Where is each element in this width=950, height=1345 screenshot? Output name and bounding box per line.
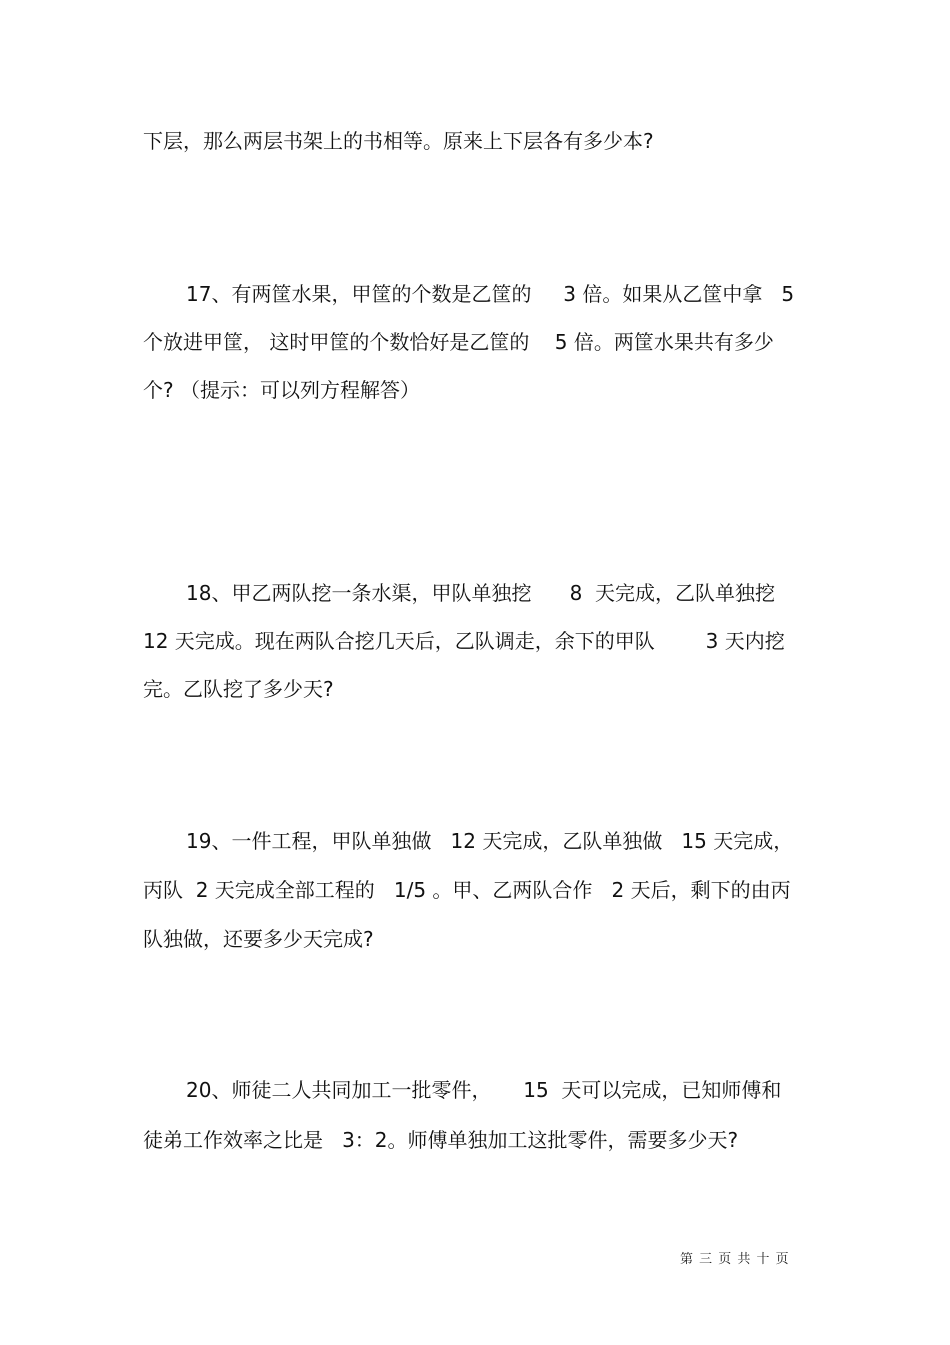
problem-19-line-1: 19、一件工程，甲队单独做 12 天完成，乙队单独做 15 天完成， [186, 829, 794, 853]
problem-19-line-2: 丙队 2 天完成全部工程的 1/5 。甲、乙两队合作 2 天后，剩下的由丙 [143, 878, 791, 902]
problem-20-line-2: 徒弟工作效率之比是 3：2。师傅单独加工这批零件，需要多少天? [143, 1128, 739, 1152]
problem-20-line-1: 20、师徒二人共同加工一批零件， 15 天可以完成，已知师傅和 [186, 1078, 782, 1102]
page-number-footer: 第 三 页 共 十 页 [680, 1252, 790, 1267]
problem-18-line-2: 12 天完成。现在两队合挖几天后，乙队调走，余下的甲队 3 天内挖 [143, 629, 785, 653]
problem-17-line-1: 17、有两筐水果，甲筐的个数是乙筐的 3 倍。如果从乙筐中拿 5 [186, 282, 795, 306]
problem-18-line-1: 18、甲乙两队挖一条水渠，甲队单独挖 8 天完成，乙队单独挖 [186, 581, 776, 605]
problem-18-line-3: 完。乙队挖了多少天? [143, 677, 334, 701]
problem-16-line-1: 下层，那么两层书架上的书相等。原来上下层各有多少本? [143, 129, 654, 153]
problem-17-line-3: 个? （提示：可以列方程解答） [143, 378, 420, 402]
problem-17-line-2: 个放进甲筐， 这时甲筐的个数恰好是乙筐的 5 倍。两筐水果共有多少 [143, 330, 774, 354]
problem-19-line-3: 队独做，还要多少天完成? [143, 927, 374, 951]
